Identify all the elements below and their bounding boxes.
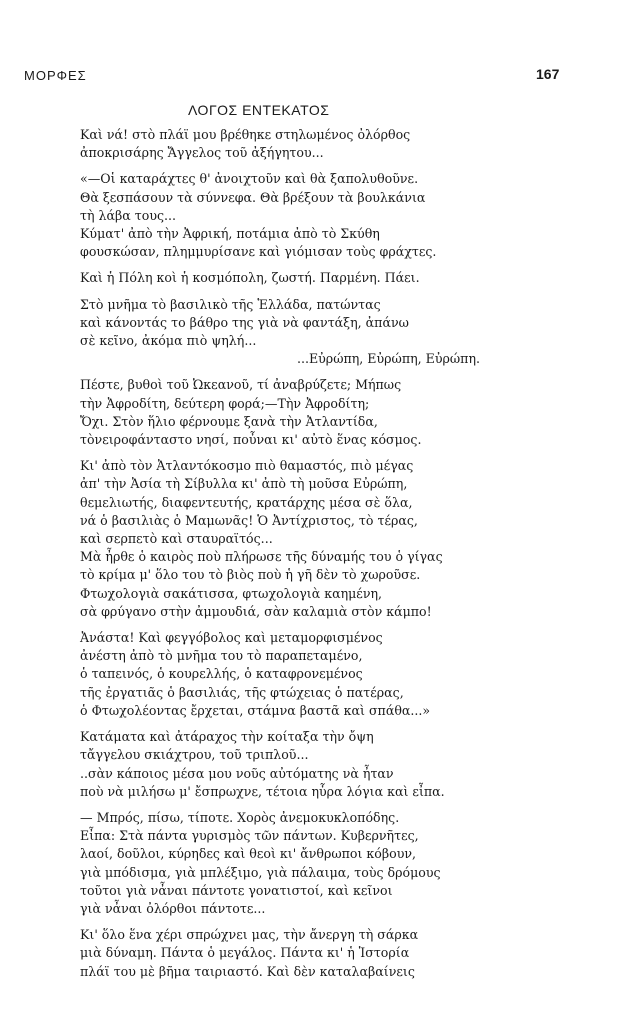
poem-line: Ὄχι. Στὸν ἥλιο φέρνουμε ξανὰ τὴν Ἀτλαντίδα, (80, 413, 378, 429)
poem-line: Καὶ νά! στὸ πλάϊ μου βρέθηκε στηλωμένος ὀλόρθος (80, 127, 411, 142)
poem-line: σὰ φρύγανο στὴν ἀμμουδιά, σὰν καλαμιὰ στὸν κάμπο! (80, 603, 432, 619)
poem-line: τὸ κρίμα μ' ὅλο του τὸ βιὸς ποὺ ἡ γῆ δὲν τὸ χωροῦσε. (80, 567, 421, 583)
poem-line: σὲ κεῖνο, ἀκόμα πιὸ ψηλή... (80, 333, 257, 349)
poem-line: τὴ λάβα τους... (80, 207, 177, 223)
poem-line: καὶ σερπετὸ καὶ σταυραϊτός... (80, 531, 273, 547)
stanza (80, 926, 480, 981)
poem-line: τὸνειροφάνταστο νησί, ποὖναι κι' αὐτὸ ἕνας κόσμος. (80, 432, 422, 448)
poem-line: Θὰ ξεσπάσουν τὰ σύννεφα. Θὰ βρέξουν τὰ βουλκάνια (80, 189, 426, 205)
poem-line: καὶ κάνοντάς το βάθρο της γιὰ νὰ φαντάξη, ἀπάνω (80, 314, 409, 330)
poem-line: Κατάματα καὶ ἀτάραχος τὴν κοίταξα τὴν ὄψη (80, 729, 374, 745)
stanza (80, 170, 480, 261)
poem-line: Κι' ἀπὸ τὸν Ἀτλαντόκοσμο πιὸ θαμαστός, πιὸ μέγας (80, 458, 414, 474)
poem-line: θεμελιωτής, διαφεντευτής, κρατάρχης μέσα σὲ ὅλα, (80, 494, 413, 510)
poem-line: ἀπ' τὴν Ἀσία τὴ Σίβυλλα κι' ἀπὸ τὴ μοῦσα Εὐρώπη, (80, 476, 408, 492)
poem-line: γιὰ νἆναι ὀλόρθοι πάντοτε... (80, 900, 266, 916)
poem-line: Καὶ ἡ Πόλη κοὶ ἡ κοσμόπολη, ζωστή. Παρμένη. Πάει. (80, 270, 420, 286)
poem-line: νά ὁ βασιλιὰς ὁ Μαμωνᾶς! Ὁ Ἀντίχριστος, τὸ τέρας, (80, 512, 418, 528)
poem-line: ὁ Φτωχολέοντας ἔρχεται, στάμνα βαστᾶ καὶ σπάθα...» (80, 702, 431, 718)
running-head: ΜΟΡΦΕΣ (24, 68, 87, 83)
poem-line: τοῦτοι γιὰ νἆναι πάντοτε γονατιστοί, καὶ κεῖνοι (80, 882, 393, 898)
poem-line: Ἀνάστα! Καὶ φεγγόβολος καὶ μεταμορφισμένος (80, 630, 383, 646)
poem-line: Εἶπα: Στὰ πάντα γυρισμὸς τῶν πάντων. Κυβερνῆτες, (80, 828, 419, 844)
poem-line: Μὰ ἦρθε ὁ καιρὸς ποὺ πλήρωσε τῆς δύναμής του ὁ γίγας (80, 549, 443, 565)
poem-line: ὁ ταπεινός, ὁ κουρελλής, ὁ καταφρονεμένος (80, 666, 363, 682)
poem-line: ..σὰν κάποιος μέσα μου νοῦς αὐτόματης νὰ ἦταν (80, 765, 394, 781)
poem-line: γιὰ μπόδισμα, γιὰ μπλέξιμο, γιὰ πάλαιμα, τοὺς δρόμους (80, 864, 441, 880)
stanza (80, 269, 480, 287)
stanza (80, 728, 480, 801)
stanza (80, 809, 480, 918)
poem-line: τῆς ἐργατιᾶς ὁ βασιλιάς, τῆς φτώχειας ὁ πατέρας, (80, 684, 404, 700)
poem-line: μιὰ δύναμη. Πάντα ὁ μεγάλος. Πάντα κι' ἡ Ἱστορία (80, 945, 410, 961)
poem-line: τὴν Ἀφροδίτη, δεύτερη φορά;—Τὴν Ἀφροδίτη; (80, 395, 370, 411)
poem-line: ποὺ νὰ μιλήσω μ' ἔσπρωχνε, τέτοια ηὗρα λόγια καὶ εἶπα. (80, 783, 445, 799)
poem-line: «—Οἱ καταράχτες θ' ἀνοιχτοῦν καὶ θὰ ξαπολυθοῦνε. (80, 171, 419, 187)
stanza (80, 296, 480, 369)
poem-line: Κι' ὅλο ἕνα χέρι σπρώχνει μας, τὴν ἄνεργη τὴ σάρκα (80, 927, 419, 943)
poem-line: Φτωχολογιὰ σακάτισσα, φτωχολογιὰ καημένη, (80, 585, 383, 601)
page-number: 167 (536, 66, 560, 82)
poem-line: Πέστε, βυθοὶ τοῦ Ὠκεανοῦ, τί ἀναβρύζετε; Μήπως (80, 377, 402, 393)
poem-line: πλάϊ του μὲ βῆμα ταιριαστό. Καὶ δὲν καταλαβαίνεις (80, 963, 415, 979)
poem-line-right-aligned: ...Εὐρώπη, Εὐρώπη, Εὐρώπη. (296, 351, 480, 367)
poem-line: φουσκώσαν, πλημμυρίσανε καὶ γιόμισαν τοὺς φράχτες. (80, 244, 437, 260)
poem-line: ἀποκρισάρης Ἄγγελος τοῦ ἀξήγητου... (80, 145, 324, 161)
poem-line: τἄγγελου σκιάχτρου, τοῦ τριπλοῦ... (80, 747, 309, 763)
poem-body (80, 126, 480, 989)
poem-line: Στὸ μνῆμα τὸ βασιλικὸ τῆς Ἑλλάδα, πατώντας (80, 296, 381, 312)
poem-line: Κύματ' ἀπὸ τὴν Ἀφρική, ποτάμια ἀπὸ τὸ Σκύθη (80, 226, 380, 242)
chapter-title: ΛΟΓΟΣ ΕΝΤΕΚΑΤΟΣ (188, 102, 330, 118)
poem-line: λαοί, δοῦλοι, κύρηδες καὶ θεοὶ κι' ἄνθρωποι κόβουν, (80, 846, 417, 862)
stanza (80, 126, 480, 162)
stanza (80, 629, 480, 720)
stanza (80, 376, 480, 449)
stanza (80, 457, 480, 621)
poem-line: ἀνέστη ἀπὸ τὸ μνῆμα του τὸ παραπεταμένο, (80, 648, 363, 664)
poem-line: — Μπρός, πίσω, τίποτε. Χορὸς ἀνεμοκυκλοπόδης. (80, 809, 400, 825)
